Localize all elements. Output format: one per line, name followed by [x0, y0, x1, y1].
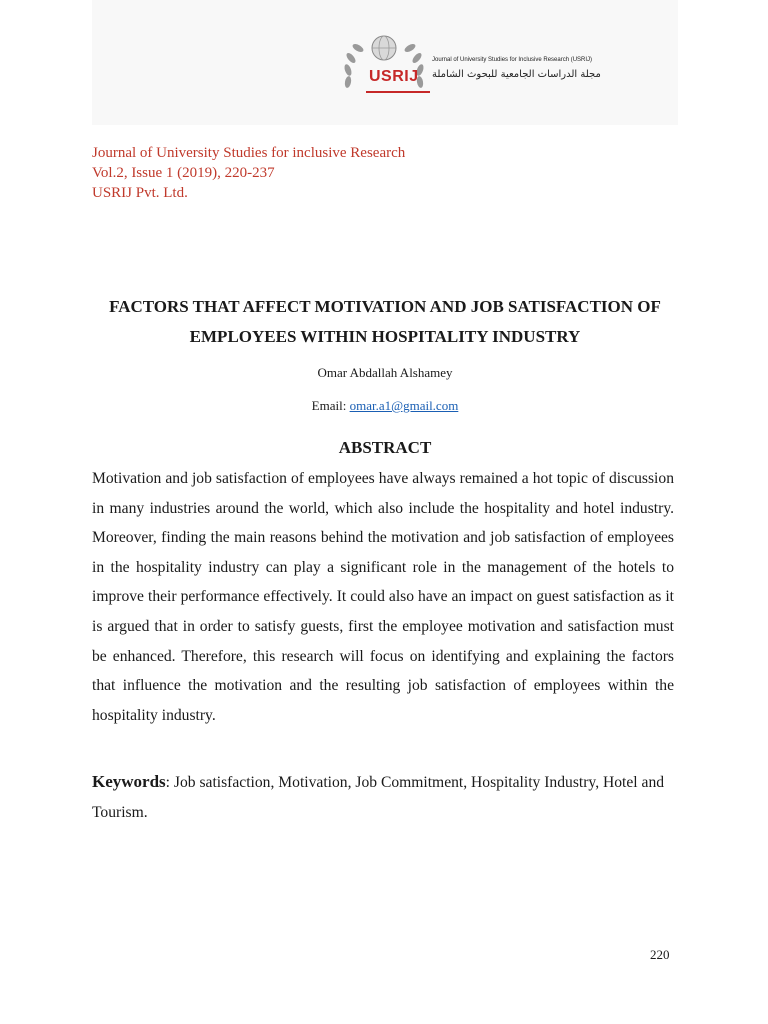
- page-number: 220: [650, 947, 670, 962]
- email-link[interactable]: omar.a1@gmail.com: [349, 398, 459, 413]
- abstract-heading: ABSTRACT: [338, 438, 432, 457]
- abstract-text: Motivation and job satisfaction of employees have always remained a hot topic of discussion in many industries around the world, which also include the hospitality and hotel industry. Moreover, finding the main reasons behind the motivation and job satisfaction of employees in the hospitality industry can play a significant role in the management of the hotels to improve their performance effectively. It could also have an impact on guest satisfaction as it is argued that in order to satisfy guests, first the employee motivation and satisfaction must be enhanced. Therefore, this research will focus on identifying and explaining the factors that influence the motivation and the resulting job satisfaction of employees within the hospitality industry.: [92, 470, 674, 724]
- keywords-paragraph: [92, 767, 678, 828]
- author-email: [92, 398, 678, 414]
- logo-english-line: Journal of University Studies for Inclusive Research (USRIJ): [432, 57, 593, 63]
- journal-info: [92, 143, 405, 203]
- journal-volume: Vol.2, Issue 1 (2019), 220-237: [92, 165, 275, 181]
- journal-logo: [340, 30, 630, 110]
- logo-arabic-line: مجلة الدراسات الجامعية للبحوث الشاملة: [432, 69, 601, 80]
- author-name: Omar Abdallah Alshamey: [317, 365, 453, 380]
- logo-wordmark: USRIJ: [369, 68, 419, 85]
- journal-publisher: USRIJ Pvt. Ltd.: [92, 185, 188, 201]
- paper-title: FACTORS THAT AFFECT MOTIVATION AND JOB SATISFACTION OF EMPLOYEES WITHIN HOSPITALITY INDUSTRY: [109, 297, 661, 346]
- journal-name: Journal of University Studies for inclusive Research: [92, 145, 406, 161]
- header-banner: [92, 0, 678, 125]
- email-label: Email:: [311, 398, 347, 413]
- keywords-label: Keywords: [92, 772, 166, 791]
- keywords-list: : Job satisfaction, Motivation, Job Commitment, Hospitality Industry, Hotel and Tourism.: [92, 774, 665, 821]
